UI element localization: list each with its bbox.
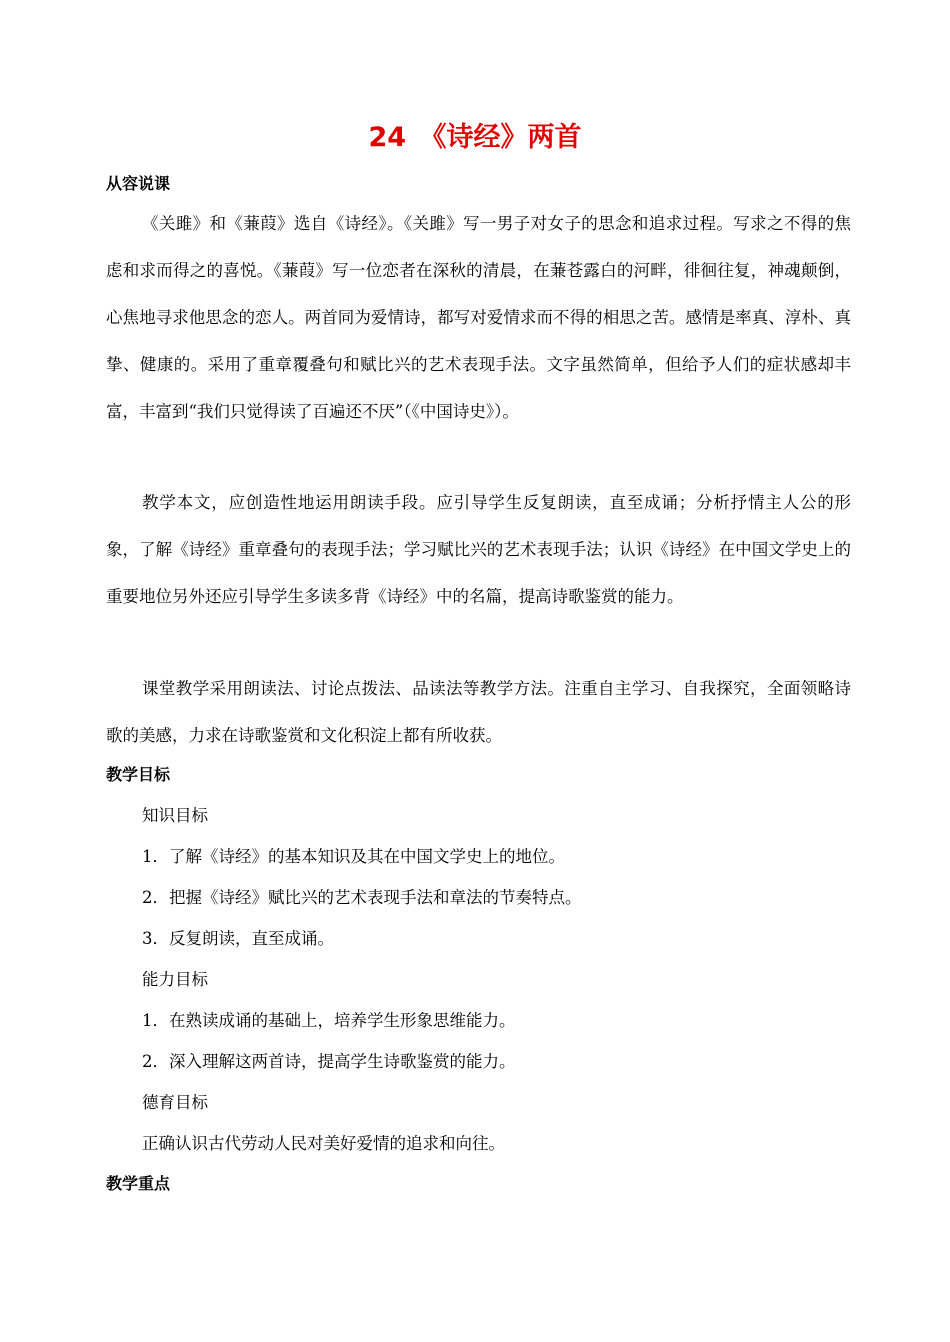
- section-heading-intro: 从容说课: [106, 174, 171, 193]
- intro-paragraph: 课堂教学采用朗读法、讨论点拨法、品读法等教学方法。注重自主学习、自我探究，全面领略诗歌的美感，力求在诗歌鉴赏和文化积淀上都有所收获。: [106, 679, 851, 745]
- moral-goals-label: 德育目标: [142, 1093, 208, 1112]
- moral-goal-item: 正确认识古代劳动人民对美好爱情的追求和向往。: [142, 1134, 505, 1153]
- knowledge-goals-label: 知识目标: [142, 806, 208, 825]
- ability-goal-item: 2．深入理解这两首诗，提高学生诗歌鉴赏的能力。: [142, 1052, 516, 1071]
- knowledge-goal-item: 2．把握《诗经》赋比兴的艺术表现手法和章法的节奏特点。: [142, 888, 582, 907]
- section-heading-focus: 教学重点: [106, 1174, 171, 1193]
- intro-paragraph: 教学本文，应创造性地运用朗读手段。应引导学生反复朗读，直至成诵；分析抒情主人公的形象，了解《诗经》重章叠句的表现手法；学习赋比兴的艺术表现手法；认识《诗经》在中国文学史上的重要地位另外还应引导学生多读多背《诗经》中的名篇，提高诗歌鉴赏的能力。: [106, 493, 851, 606]
- section-heading-goals: 教学目标: [106, 765, 171, 784]
- knowledge-goal-item: 3．反复朗读，直至成诵。: [142, 929, 334, 948]
- ability-goal-item: 1．在熟读成诵的基础上，培养学生形象思维能力。: [142, 1011, 516, 1030]
- ability-goals-label: 能力目标: [142, 970, 208, 989]
- intro-paragraph: 《关雎》和《蒹葭》选自《诗经》。《关雎》写一男子对女子的思念和追求过程。写求之不得的焦虑和求而得之的喜悦。《蒹葭》写一位恋者在深秋的清晨，在蒹苍露白的河畔，徘徊往复，神魂颠倒，心焦地寻求他思念的恋人。两首同为爱情诗，都写对爱情求而不得的相思之苦。感情是率真、淳朴、真挚、健康的。采用了重章覆叠句和赋比兴的艺术表现手法。文字虽然简单，但给予人们的症状感却丰富，丰富到“我们只觉得读了百遍还不厌”（《中国诗史》）。: [106, 214, 851, 421]
- page-title: 24 《诗经》两首: [368, 122, 582, 153]
- knowledge-goal-item: 1．了解《诗经》的基本知识及其在中国文学史上的地位。: [142, 847, 565, 866]
